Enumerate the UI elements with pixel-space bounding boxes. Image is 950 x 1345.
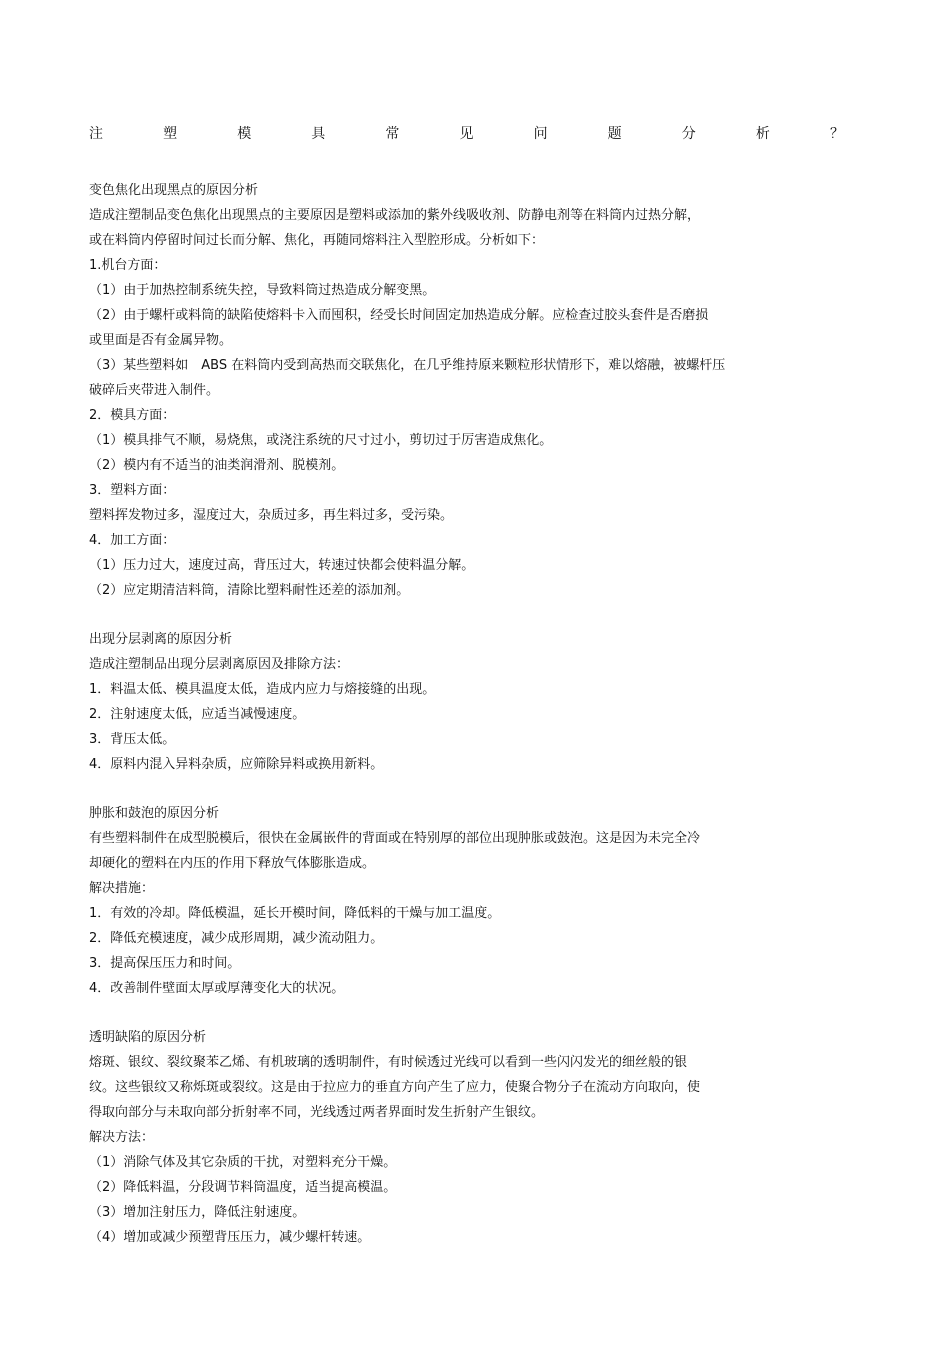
text-line: 2．降低充模速度，减少成形周期，减少流动阻力。: [89, 931, 384, 946]
section-gap: [89, 603, 789, 627]
text-line: 4．原料内混入异料杂质，应筛除异料或换用新料。: [89, 757, 384, 772]
text-line: 却硬化的塑料在内压的作用下释放气体膨胀造成。: [89, 856, 376, 871]
text-line: 有些塑料制件在成型脱模后，很快在金属嵌件的背面或在特别厚的部位出现肿胀或鼓泡。这是因为未完全冷: [89, 831, 701, 846]
text-line: 熔斑、银纹、裂纹聚苯乙烯、有机玻璃的透明制件，有时候透过光线可以看到一些闪闪发光的细丝般的银: [89, 1055, 688, 1070]
title-char: 具: [311, 126, 326, 142]
text-line: 3．塑料方面：: [89, 483, 176, 498]
title-char: 题: [607, 126, 622, 142]
text-line: 4．加工方面：: [89, 533, 176, 548]
title-char: 问: [533, 126, 548, 142]
text-line: （1）压力过大，速度过高，背压过大，转速过快都会使料温分解。: [89, 558, 475, 573]
text-line: 1.机台方面：: [89, 258, 167, 273]
title-char: 见: [459, 126, 474, 142]
section-gap: [89, 1001, 789, 1025]
text-line: 或里面是否有金属异物。: [89, 333, 233, 348]
text-line: 3．提高保压压力和时间。: [89, 956, 241, 971]
text-line: 得取向部分与未取向部分折射率不同，光线透过两者界面时发生折射产生银纹。: [89, 1105, 545, 1120]
text-line: 1．有效的冷却。降低模温，延长开模时间，降低料的干燥与加工温度。: [89, 906, 501, 921]
text-line: （2）模内有不适当的油类润滑剂、脱模剂。: [89, 458, 345, 473]
text-line: （1）由于加热控制系统失控，导致料筒过热造成分解变黑。: [89, 283, 436, 298]
text-line: （2）应定期清洁料筒，清除比塑料耐性还差的添加剂。: [89, 583, 410, 598]
text-line: （1）模具排气不顺，易烧焦，或浇注系统的尺寸过小，剪切过于厉害造成焦化。: [89, 433, 553, 448]
text-line: （4）增加或减少预塑背压压力，减少螺杆转速。: [89, 1230, 371, 1245]
section-heading: 透明缺陷的原因分析: [89, 1030, 207, 1045]
text-line: （2）降低料温，分段调节料筒温度，适当提高模温。: [89, 1180, 397, 1195]
title-char: 析: [755, 126, 770, 142]
section-gap: [89, 777, 789, 801]
title-char: 分: [681, 126, 696, 142]
text-line: 或在料筒内停留时间过长而分解、焦化，再随同熔料注入型腔形成。分析如下：: [89, 233, 545, 248]
text-line: 纹。这些银纹又称烁斑或裂纹。这是由于拉应力的垂直方向产生了应力，使聚合物分子在流动方向取向，使: [89, 1080, 701, 1095]
document-title: [89, 124, 844, 144]
text-line: 4．改善制件壁面太厚或厚薄变化大的状况。: [89, 981, 345, 996]
title-char: ？: [829, 126, 844, 142]
text-line: 2．注射速度太低，应适当减慢速度。: [89, 707, 306, 722]
document-body: [89, 178, 789, 1250]
text-line: 解决措施：: [89, 881, 155, 896]
text-line: 1．料温太低、模具温度太低，造成内应力与熔接缝的出现。: [89, 682, 436, 697]
text-line: 3．背压太低。: [89, 732, 176, 747]
text-line: 解决方法：: [89, 1130, 155, 1145]
text-line: 2．模具方面：: [89, 408, 176, 423]
text-line: 塑料挥发物过多，湿度过大，杂质过多，再生料过多，受污染。: [89, 508, 454, 523]
text-line: （3）增加注射压力，降低注射速度。: [89, 1205, 306, 1220]
text-line: （1）消除气体及其它杂质的干扰，对塑料充分干燥。: [89, 1155, 397, 1170]
title-char: 模: [237, 126, 252, 142]
section-heading: 出现分层剥离的原因分析: [89, 632, 233, 647]
text-line: 造成注塑制品变色焦化出现黑点的主要原因是塑料或添加的紫外线吸收剂、防静电剂等在料筒内过热分解，: [89, 208, 701, 223]
section-heading: 变色焦化出现黑点的原因分析: [89, 183, 259, 198]
text-line: 造成注塑制品出现分层剥离原因及排除方法：: [89, 657, 350, 672]
text-line: （2）由于螺杆或料筒的缺陷使熔料卡入而囤积，经受长时间固定加热造成分解。应检查过胶头套件是否磨损: [89, 308, 709, 323]
title-char: 注: [89, 126, 103, 142]
title-char: 塑: [163, 126, 178, 142]
text-line: 破碎后夹带进入制件。: [89, 383, 220, 398]
title-char: 常: [385, 126, 400, 142]
text-line: （3）某些塑料如 ABS 在料筒内受到高热而交联焦化，在几乎维持原来颗粒形状情形下，难以熔融，被螺杆压: [89, 358, 726, 373]
section-heading: 肿胀和鼓泡的原因分析: [89, 806, 220, 821]
